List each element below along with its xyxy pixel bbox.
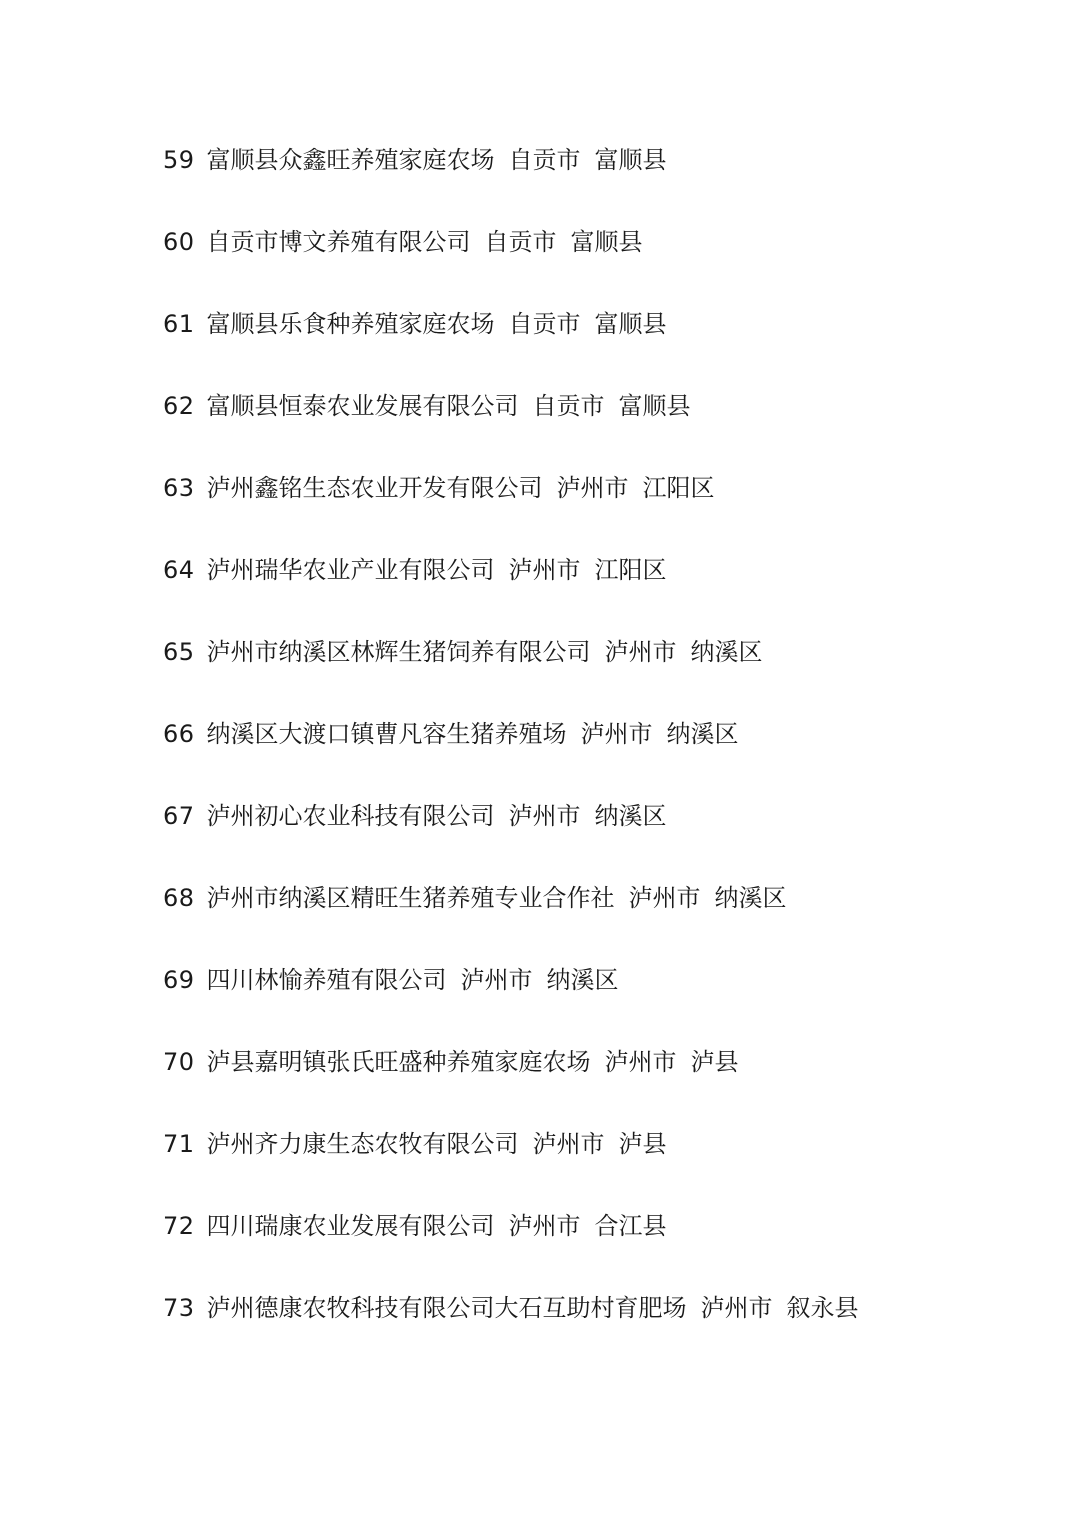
entry-city: 泸州市 — [460, 966, 533, 994]
entry-number: 59 — [163, 146, 195, 174]
entry-city: 泸州市 — [604, 1048, 677, 1076]
entry-city: 泸州市 — [508, 1212, 581, 1240]
list-item — [163, 548, 1043, 630]
entry-district: 富顺县 — [594, 310, 667, 338]
list-item — [163, 630, 1043, 712]
entry-district: 泸县 — [690, 1048, 739, 1076]
entry-name: 泸州初心农业科技有限公司 — [206, 802, 495, 830]
entry-city: 泸州市 — [532, 1130, 605, 1158]
entry-number: 69 — [163, 966, 195, 994]
entry-district: 富顺县 — [618, 392, 691, 420]
entry-number: 62 — [163, 392, 195, 420]
entry-district: 纳溪区 — [690, 638, 763, 666]
entry-number: 71 — [163, 1130, 195, 1158]
entry-city: 泸州市 — [556, 474, 629, 502]
entry-city: 自贡市 — [508, 310, 581, 338]
entry-district: 富顺县 — [570, 228, 643, 256]
list-item — [163, 384, 1043, 466]
entry-name: 泸州齐力康生态农牧有限公司 — [206, 1130, 519, 1158]
entry-number: 61 — [163, 310, 195, 338]
list-item — [163, 1286, 1043, 1368]
list-item — [163, 1122, 1043, 1204]
entry-number: 67 — [163, 802, 195, 830]
entry-district: 富顺县 — [594, 146, 667, 174]
entry-district: 合江县 — [594, 1212, 667, 1240]
list-item — [163, 302, 1043, 384]
entry-name: 富顺县众鑫旺养殖家庭农场 — [206, 146, 495, 174]
entry-district: 纳溪区 — [666, 720, 739, 748]
entry-district: 纳溪区 — [546, 966, 619, 994]
entry-list — [163, 138, 1043, 1368]
entry-district: 纳溪区 — [714, 884, 787, 912]
entry-name: 富顺县恒泰农业发展有限公司 — [206, 392, 519, 420]
entry-city: 泸州市 — [628, 884, 701, 912]
entry-name: 泸县嘉明镇张氏旺盛种养殖家庭农场 — [206, 1048, 591, 1076]
entry-city: 泸州市 — [508, 802, 581, 830]
entry-number: 63 — [163, 474, 195, 502]
entry-city: 泸州市 — [700, 1294, 773, 1322]
entry-number: 66 — [163, 720, 195, 748]
entry-name: 富顺县乐食种养殖家庭农场 — [206, 310, 495, 338]
entry-city: 自贡市 — [484, 228, 557, 256]
entry-number: 72 — [163, 1212, 195, 1240]
entry-city: 泸州市 — [508, 556, 581, 584]
entry-number: 60 — [163, 228, 195, 256]
entry-name: 泸州鑫铭生态农业开发有限公司 — [206, 474, 543, 502]
entry-number: 64 — [163, 556, 195, 584]
list-item — [163, 220, 1043, 302]
list-item — [163, 712, 1043, 794]
entry-name: 四川林愉养殖有限公司 — [206, 966, 447, 994]
entry-number: 68 — [163, 884, 195, 912]
list-item — [163, 1040, 1043, 1122]
entry-district: 泸县 — [618, 1130, 667, 1158]
list-item — [163, 794, 1043, 876]
entry-city: 自贡市 — [508, 146, 581, 174]
entry-district: 纳溪区 — [594, 802, 667, 830]
entry-name: 泸州市纳溪区精旺生猪养殖专业合作社 — [206, 884, 615, 912]
entry-number: 65 — [163, 638, 195, 666]
entry-city: 泸州市 — [604, 638, 677, 666]
list-item — [163, 958, 1043, 1040]
entry-name: 纳溪区大渡口镇曹凡容生猪养殖场 — [206, 720, 567, 748]
entry-number: 70 — [163, 1048, 195, 1076]
list-item — [163, 138, 1043, 220]
entry-city: 自贡市 — [532, 392, 605, 420]
entry-district: 江阳区 — [594, 556, 667, 584]
entry-name: 泸州市纳溪区林辉生猪饲养有限公司 — [206, 638, 591, 666]
entry-city: 泸州市 — [580, 720, 653, 748]
entry-district: 江阳区 — [642, 474, 715, 502]
entry-district: 叙永县 — [786, 1294, 859, 1322]
entry-name: 泸州德康农牧科技有限公司大石互助村育肥场 — [206, 1294, 687, 1322]
entry-name: 自贡市博文养殖有限公司 — [206, 228, 471, 256]
entry-number: 73 — [163, 1294, 195, 1322]
entry-name: 泸州瑞华农业产业有限公司 — [206, 556, 495, 584]
list-item — [163, 1204, 1043, 1286]
entry-name: 四川瑞康农业发展有限公司 — [206, 1212, 495, 1240]
list-item — [163, 876, 1043, 958]
list-item — [163, 466, 1043, 548]
